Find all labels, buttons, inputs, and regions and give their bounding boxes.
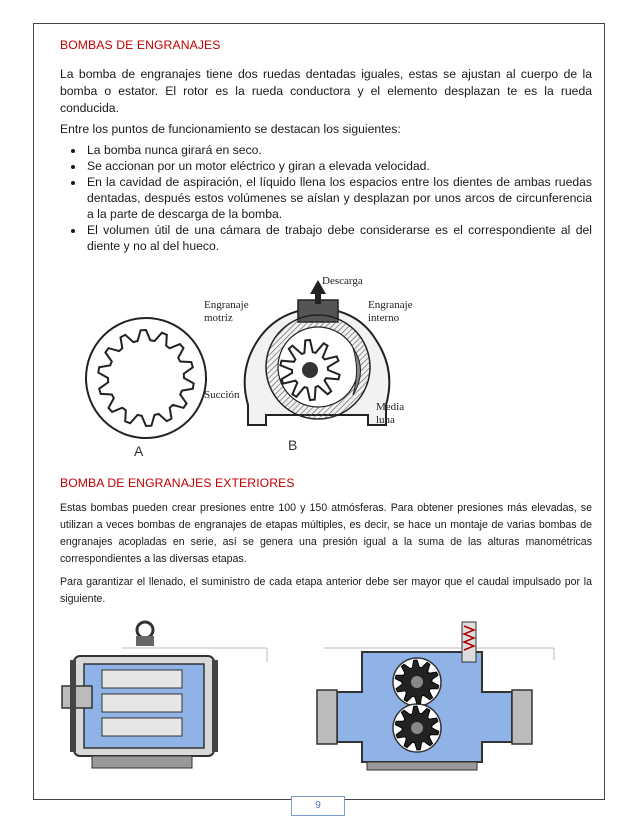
label-engranaje-motriz-1: Engranaje	[204, 299, 249, 311]
list-item: • El volumen útil de una cámara de trabajo debe considerarse es el correspondiente al del diente y no al del hueco.	[85, 222, 592, 254]
label-media-luna-1: Media	[376, 401, 405, 413]
gear-ring-shape	[86, 318, 206, 438]
external-gear-pump-illustrations	[62, 612, 562, 782]
label-engranaje-interno-1: Engranaje	[368, 299, 413, 311]
external-gear-pump-drawing	[317, 622, 554, 770]
list-item: • En la cavidad de aspiración, el líquido llena los espacios entre los dientes de ambas ruedas dentadas, después estos volúmenes se aíslan y desplazan por unos arcos de circunferencia a la parte de descarga de la bomba.	[85, 174, 592, 222]
multistage-pump-drawing	[62, 622, 267, 768]
list-item: • Se accionan por un motor eléctrico y giran a elevada velocidad.	[85, 158, 592, 174]
label-media-luna-2: luna	[376, 414, 395, 426]
list-item: • La bomba nunca girará en seco.	[85, 142, 592, 158]
label-succion: Succión	[204, 389, 240, 401]
figure-label-a: A	[134, 443, 144, 459]
internal-gear-pump-diagram	[204, 270, 418, 465]
section-2	[60, 476, 592, 612]
intro-paragraph: La bomba de engranajes tiene dos ruedas dentadas iguales, estas se ajustan al cuerpo de la bomba o estator. El rotor es la rueda conductora y el elemento desplazan te es la rueda conducida.	[60, 67, 592, 115]
section-title-bomba-engranajes-exteriores: BOMBA DE ENGRANAJES EXTERIORES	[60, 476, 295, 490]
page-number: 9	[291, 796, 345, 816]
internal-gear-ring-diagram	[78, 316, 218, 466]
label-engranaje-motriz-2: motriz	[204, 312, 233, 324]
lead-paragraph: Entre los puntos de funcionamiento se destacan los siguientes:	[60, 122, 401, 136]
page-content	[60, 38, 592, 254]
label-descarga: Descarga	[322, 275, 363, 287]
figure-label-b: B	[288, 437, 298, 453]
label-engranaje-interno-2: interno	[368, 312, 400, 324]
paragraph-llenado: Para garantizar el llenado, el suministro de cada etapa anterior debe ser mayor que el caudal impulsado por la siguiente.	[60, 576, 592, 605]
section-title-bombas-de-engranajes: BOMBAS DE ENGRANAJES	[60, 38, 221, 52]
bullet-list	[60, 142, 592, 254]
paragraph-presiones: Estas bombas pueden crear presiones entre 100 y 150 atmósferas. Para obtener presiones más elevadas, se utilizan a veces bombas de engranajes de etapas múltiples, es decir, se hace un montaje de varias bombas de engranajes acopladas en serie, así se genera una presión igual a la suma de las alturas manométricas correspondientes a las diversas etapas.	[60, 502, 592, 565]
